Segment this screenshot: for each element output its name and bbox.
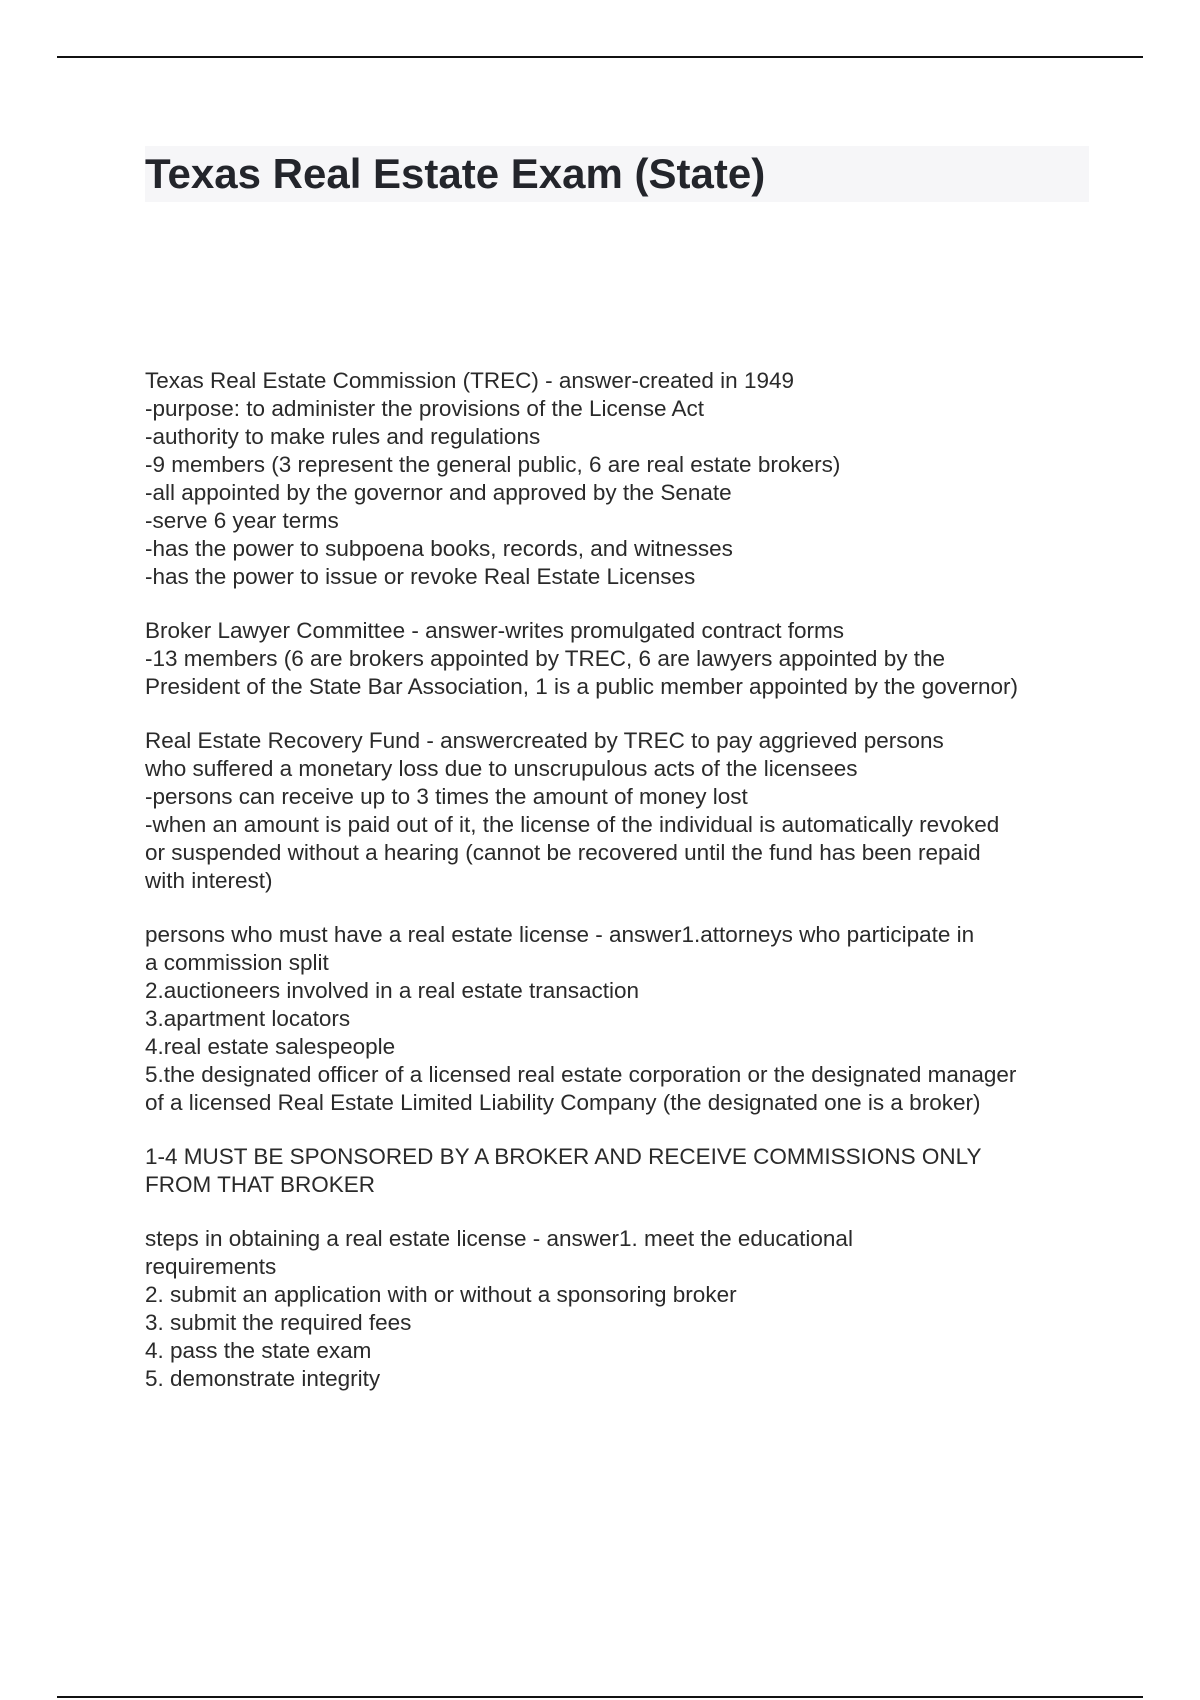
answer-line: a commission split	[145, 950, 329, 975]
answer-text: -writes promulgated contract forms	[497, 618, 844, 643]
qa-block-recovery-fund	[145, 727, 1095, 895]
answer-line: who suffered a monetary loss due to unscrupulous acts of the licensees	[145, 756, 858, 781]
answer-line: -when an amount is paid out of it, the license of the individual is automatically revoked	[145, 812, 1000, 837]
answer-line: 3.apartment locators	[145, 1006, 351, 1031]
qa-block-trec	[145, 367, 1095, 591]
answer-line: -purpose: to administer the provisions of the License Act	[145, 396, 705, 421]
answer-line: requirements	[145, 1254, 277, 1279]
qa-block-license-steps	[145, 1225, 1095, 1393]
answer-line: of a licensed Real Estate Limited Liability Company (the designated one is a broker)	[145, 1090, 981, 1115]
answer-line: -all appointed by the governor and approved by the Senate	[145, 480, 732, 505]
answer-line: -serve 6 year terms	[145, 508, 339, 533]
qa-block-license-required	[145, 921, 1095, 1117]
question-line	[145, 727, 1095, 755]
answer-text: 1.attorneys who participate in	[681, 922, 975, 947]
answer-line: -13 members (6 are brokers appointed by TREC, 6 are lawyers appointed by the	[145, 646, 945, 671]
question-text: persons who must have a real estate license - answer	[145, 922, 682, 947]
answer-line: 5. demonstrate integrity	[145, 1366, 381, 1391]
note-line: 1-4 MUST BE SPONSORED BY A BROKER AND RECEIVE COMMISSIONS ONLY	[145, 1144, 982, 1169]
answer-line: 2.auctioneers involved in a real estate transaction	[145, 978, 640, 1003]
question-line	[145, 367, 1095, 395]
question-text: Broker Lawyer Committee - answer	[145, 618, 498, 643]
question-line	[145, 1225, 1095, 1253]
question-text: Texas Real Estate Commission (TREC) - answer	[145, 368, 632, 393]
note-line: FROM THAT BROKER	[145, 1172, 376, 1197]
bottom-rule	[57, 1696, 1143, 1698]
answer-line: or suspended without a hearing (cannot be recovered until the fund has been repaid	[145, 840, 981, 865]
answer-line: 4. pass the state exam	[145, 1338, 372, 1363]
question-line	[145, 617, 1095, 645]
question-text: Real Estate Recovery Fund - answer	[145, 728, 513, 753]
answer-line: -has the power to issue or revoke Real Estate Licenses	[145, 564, 696, 589]
question-text: steps in obtaining a real estate license - answer	[145, 1226, 620, 1251]
answer-line: -persons can receive up to 3 times the amount of money lost	[145, 784, 748, 809]
page-title: Texas Real Estate Exam (State)	[145, 150, 766, 197]
top-rule	[57, 56, 1143, 58]
answer-line: 3. submit the required fees	[145, 1310, 412, 1335]
answer-text: -created in 1949	[631, 368, 794, 393]
qa-block-broker-lawyer-committee	[145, 617, 1095, 701]
answer-line: with interest)	[145, 868, 273, 893]
note-block-sponsorship	[145, 1143, 1095, 1199]
question-line	[145, 921, 1095, 949]
answer-text: created by TREC to pay aggrieved persons	[512, 728, 944, 753]
answer-line: -has the power to subpoena books, records, and witnesses	[145, 536, 733, 561]
answer-line: 2. submit an application with or without a sponsoring broker	[145, 1282, 737, 1307]
answer-line: -9 members (3 represent the general public, 6 are real estate brokers)	[145, 452, 841, 477]
answer-text: 1. meet the educational	[619, 1226, 853, 1251]
answer-line: -authority to make rules and regulations	[145, 424, 541, 449]
answer-line: 5.the designated officer of a licensed real estate corporation or the designated manager	[145, 1062, 1017, 1087]
document-body	[145, 367, 1095, 1419]
answer-line: 4.real estate salespeople	[145, 1034, 396, 1059]
answer-line: President of the State Bar Association, 1 is a public member appointed by the governor)	[145, 674, 1018, 699]
